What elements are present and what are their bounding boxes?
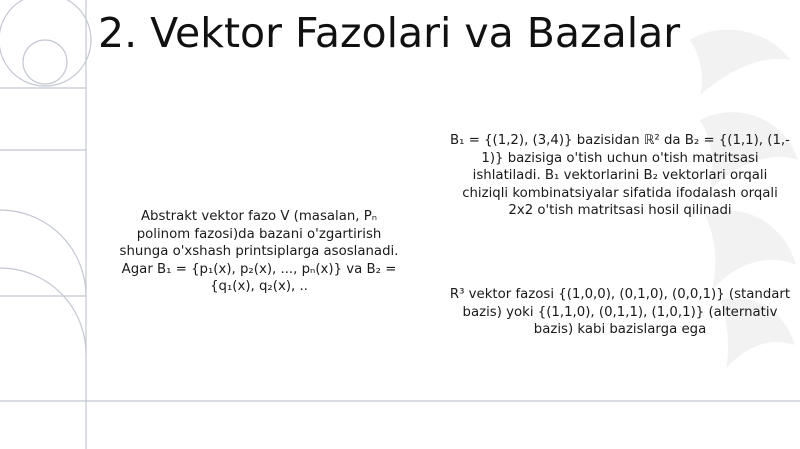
text-line: Abstrakt vektor fazo V (masalan, Pₙ	[140, 209, 378, 224]
slide-title: 2. Vektor Fazolari va Bazalar	[98, 9, 681, 57]
text-line: Agar B₁ = {p₁(x), p₂(x), ..., pₙ(x)} va B₂ =	[121, 261, 397, 277]
text-line: R³ vektor fazosi {(1,0,0), (0,1,0), (0,0,1)} (standart	[449, 287, 791, 302]
text-line: 2x2 o'tish matritsasi hosil qilinadi	[508, 203, 732, 219]
text-line: 1)} bazisiga o'tish uchun o'tish matritsasi	[481, 150, 759, 166]
right-text-block-top	[444, 132, 796, 220]
text-line: ishlatiladi. B₁ vektorlarini B₂ vektorlari orqali	[472, 168, 768, 184]
text-line: polinom fazosi)da bazani o'zgartirish	[136, 226, 382, 242]
text-line: shunga o'xshash printsiplarga asoslanadi.	[119, 244, 399, 260]
text-line: {q₁(x), q₂(x), ..	[210, 279, 308, 295]
text-line: B₁ = {(1,2), (3,4)} bazisidan ℝ² da B₂ = {(1,1), (1,-	[450, 133, 790, 148]
deco-arc-middle	[0, 210, 86, 296]
text-line: chiziqli kombinatsiyalar sifatida ifodalash orqali	[462, 185, 778, 201]
left-text-block	[100, 208, 418, 296]
text-line: bazis) kabi bazislarga ega	[533, 322, 707, 338]
right-text-block-bottom	[444, 286, 796, 339]
deco-arc-lower	[0, 268, 86, 354]
text-line: bazis) yoki {(1,1,0), (0,1,1), (1,0,1)} (alternativ	[462, 304, 778, 320]
deco-circle-top-small	[23, 40, 67, 84]
deco-circle-top-large	[0, 0, 91, 86]
